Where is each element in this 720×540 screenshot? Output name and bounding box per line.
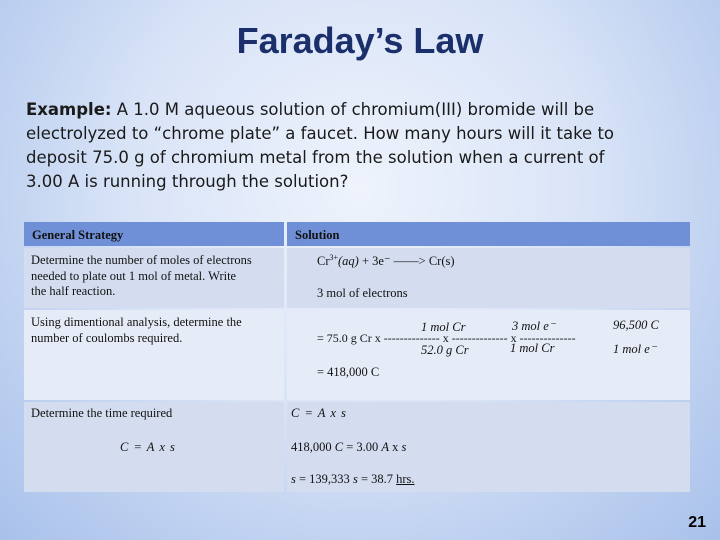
solution-cell-1 <box>287 248 690 308</box>
solution-cell-2 <box>287 310 690 400</box>
solution-cell-3 <box>287 402 690 492</box>
problem-line-4: 3.00 A is running through the solution? <box>26 172 349 191</box>
slide-title: Faraday’s Law <box>236 20 484 61</box>
factor3-numerator: 96,500 C <box>613 318 659 332</box>
hours-answer: hrs. <box>396 472 415 486</box>
factor2-numerator: 3 mol e⁻ <box>512 319 556 333</box>
problem-line-3: deposit 75.0 g of chromium metal from the solution when a current of <box>26 148 605 167</box>
time-formula: C = A x s <box>291 406 347 420</box>
strategy-cell-1: Determine the number of moles of electrons needed to plate out 1 mol of metal. Write the half reaction. <box>24 248 284 308</box>
strategy-cell-3 <box>24 402 284 492</box>
factor1-denominator: 52.0 g Cr <box>421 343 469 357</box>
time-strategy-text: Determine the time required <box>31 406 173 420</box>
time-substitution: 418,000 C = 3.00 A x s <box>291 440 407 454</box>
problem-line-1: Example: A 1.0 M aqueous solution of chromium(III) bromide will be <box>26 100 595 119</box>
strategy-cell-2: Using dimentional analysis, determine the number of coulombs required. <box>24 310 284 400</box>
factor1-numerator: 1 mol Cr <box>421 320 466 334</box>
page-number: 21 <box>688 514 706 531</box>
solution-table <box>24 222 690 492</box>
problem-line-2: electrolyzed to “chrome plate” a faucet. How many hours will it take to <box>26 124 615 143</box>
time-strategy-formula: C = A x s <box>120 440 176 454</box>
half-reaction: $Cr^{3+}(aq) + 3e^-$ ——> Cr(s) <box>317 253 455 269</box>
example-label: Example: <box>26 100 112 119</box>
factor2-denominator: 1 mol Cr <box>510 341 555 355</box>
electrons-per-mol: 3 mol of electrons <box>317 286 408 300</box>
factor3-denominator: 1 mol e⁻ <box>613 342 657 356</box>
time-answer: s = 139,333 s = 38.7 hrs. <box>291 472 415 486</box>
dimensional-analysis-line: = 75.0 g Cr x -------------- x -------------- x -------------- <box>317 331 576 345</box>
example-problem <box>26 98 696 194</box>
coulombs-result: = 418,000 C <box>317 365 380 379</box>
header-general-strategy: General Strategy <box>24 222 284 246</box>
header-solution: Solution <box>287 222 690 246</box>
